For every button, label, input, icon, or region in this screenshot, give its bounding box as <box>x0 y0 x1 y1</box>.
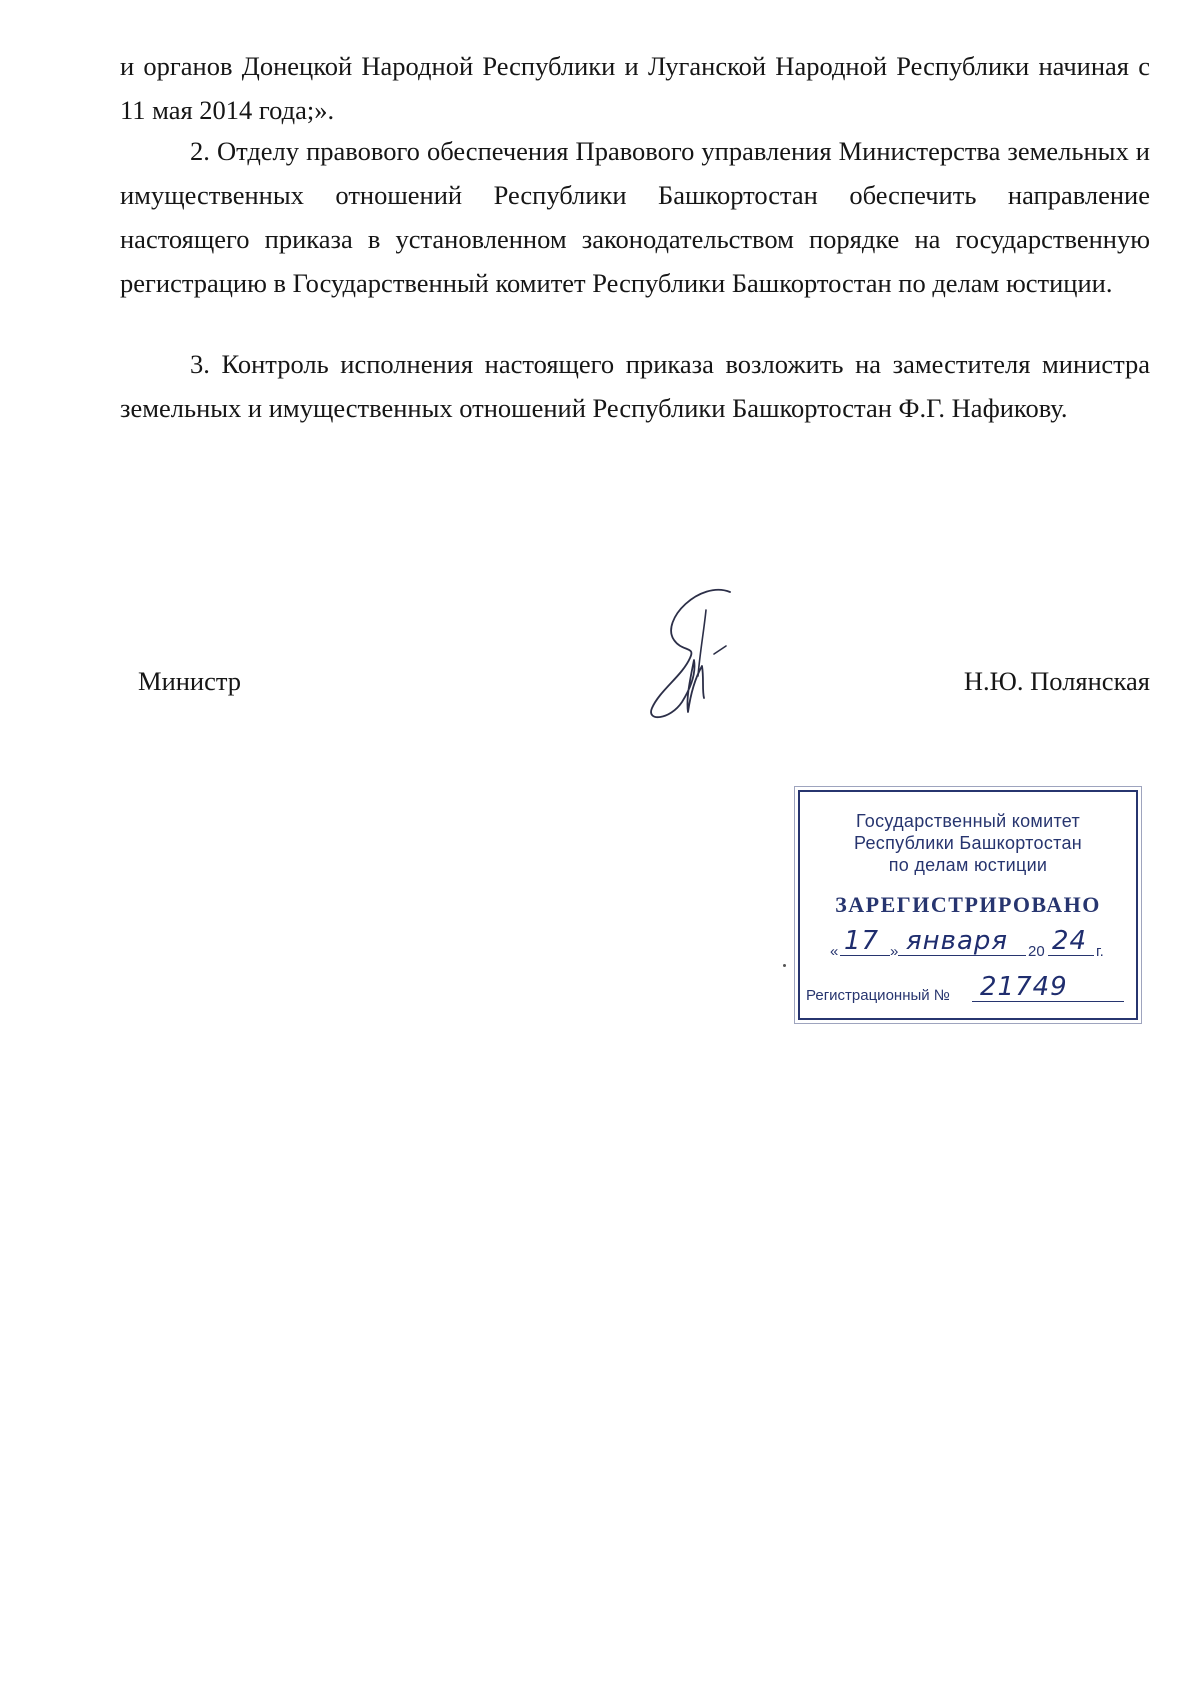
regnum-handwritten: 21749 <box>980 972 1068 1002</box>
date-year-prefix: 20 <box>1028 943 1045 960</box>
stamp-regnum-row <box>804 972 1130 1008</box>
date-year-letter: г. <box>1096 943 1104 960</box>
stamp-date-row <box>830 926 1120 962</box>
handwritten-signature <box>630 580 760 730</box>
registration-stamp <box>798 790 1138 1020</box>
stamp-agency-line-3: по делам юстиции <box>888 855 1048 875</box>
paragraph-item-2: 2. Отделу правового обеспечения Правового управления Министерства земельных и имущественных отношений Республики Башкортостан обеспечить направление настоящего приказа в установленном законодательством порядке на государственную регистрацию в Государственный комитет Республики Башкортостан по делам юстиции. <box>120 136 1150 298</box>
stamp-agency-line-1: Государственный комитет <box>855 811 1081 831</box>
date-quote-open: « <box>830 943 839 960</box>
date-day-handwritten: 17 <box>844 926 880 956</box>
paragraph-continuation: и органов Донецкой Народной Республики и Луганской Народной Республики начиная с 11 мая 2014 года;». <box>120 51 1150 125</box>
signatory-title: Министр <box>138 666 242 696</box>
signatory-name: Н.Ю. Полянская <box>963 666 1150 696</box>
paragraph-item-3: 3. Контроль исполнения настоящего приказа возложить на заместителя министра земельных и имущественных отношений Республики Башкортостан Ф.Г. Нафикову. <box>120 349 1150 423</box>
regnum-label: Регистрационный № <box>806 987 950 1004</box>
date-month-handwritten: января <box>906 926 1009 956</box>
date-quote-close: » <box>890 943 899 960</box>
date-year-handwritten: 24 <box>1052 926 1088 956</box>
stamp-agency-line-2: Республики Башкортостан <box>853 833 1083 853</box>
stamp-registered-label: ЗАРЕГИСТРИРОВАНО <box>835 892 1101 917</box>
scan-speck <box>783 964 786 967</box>
